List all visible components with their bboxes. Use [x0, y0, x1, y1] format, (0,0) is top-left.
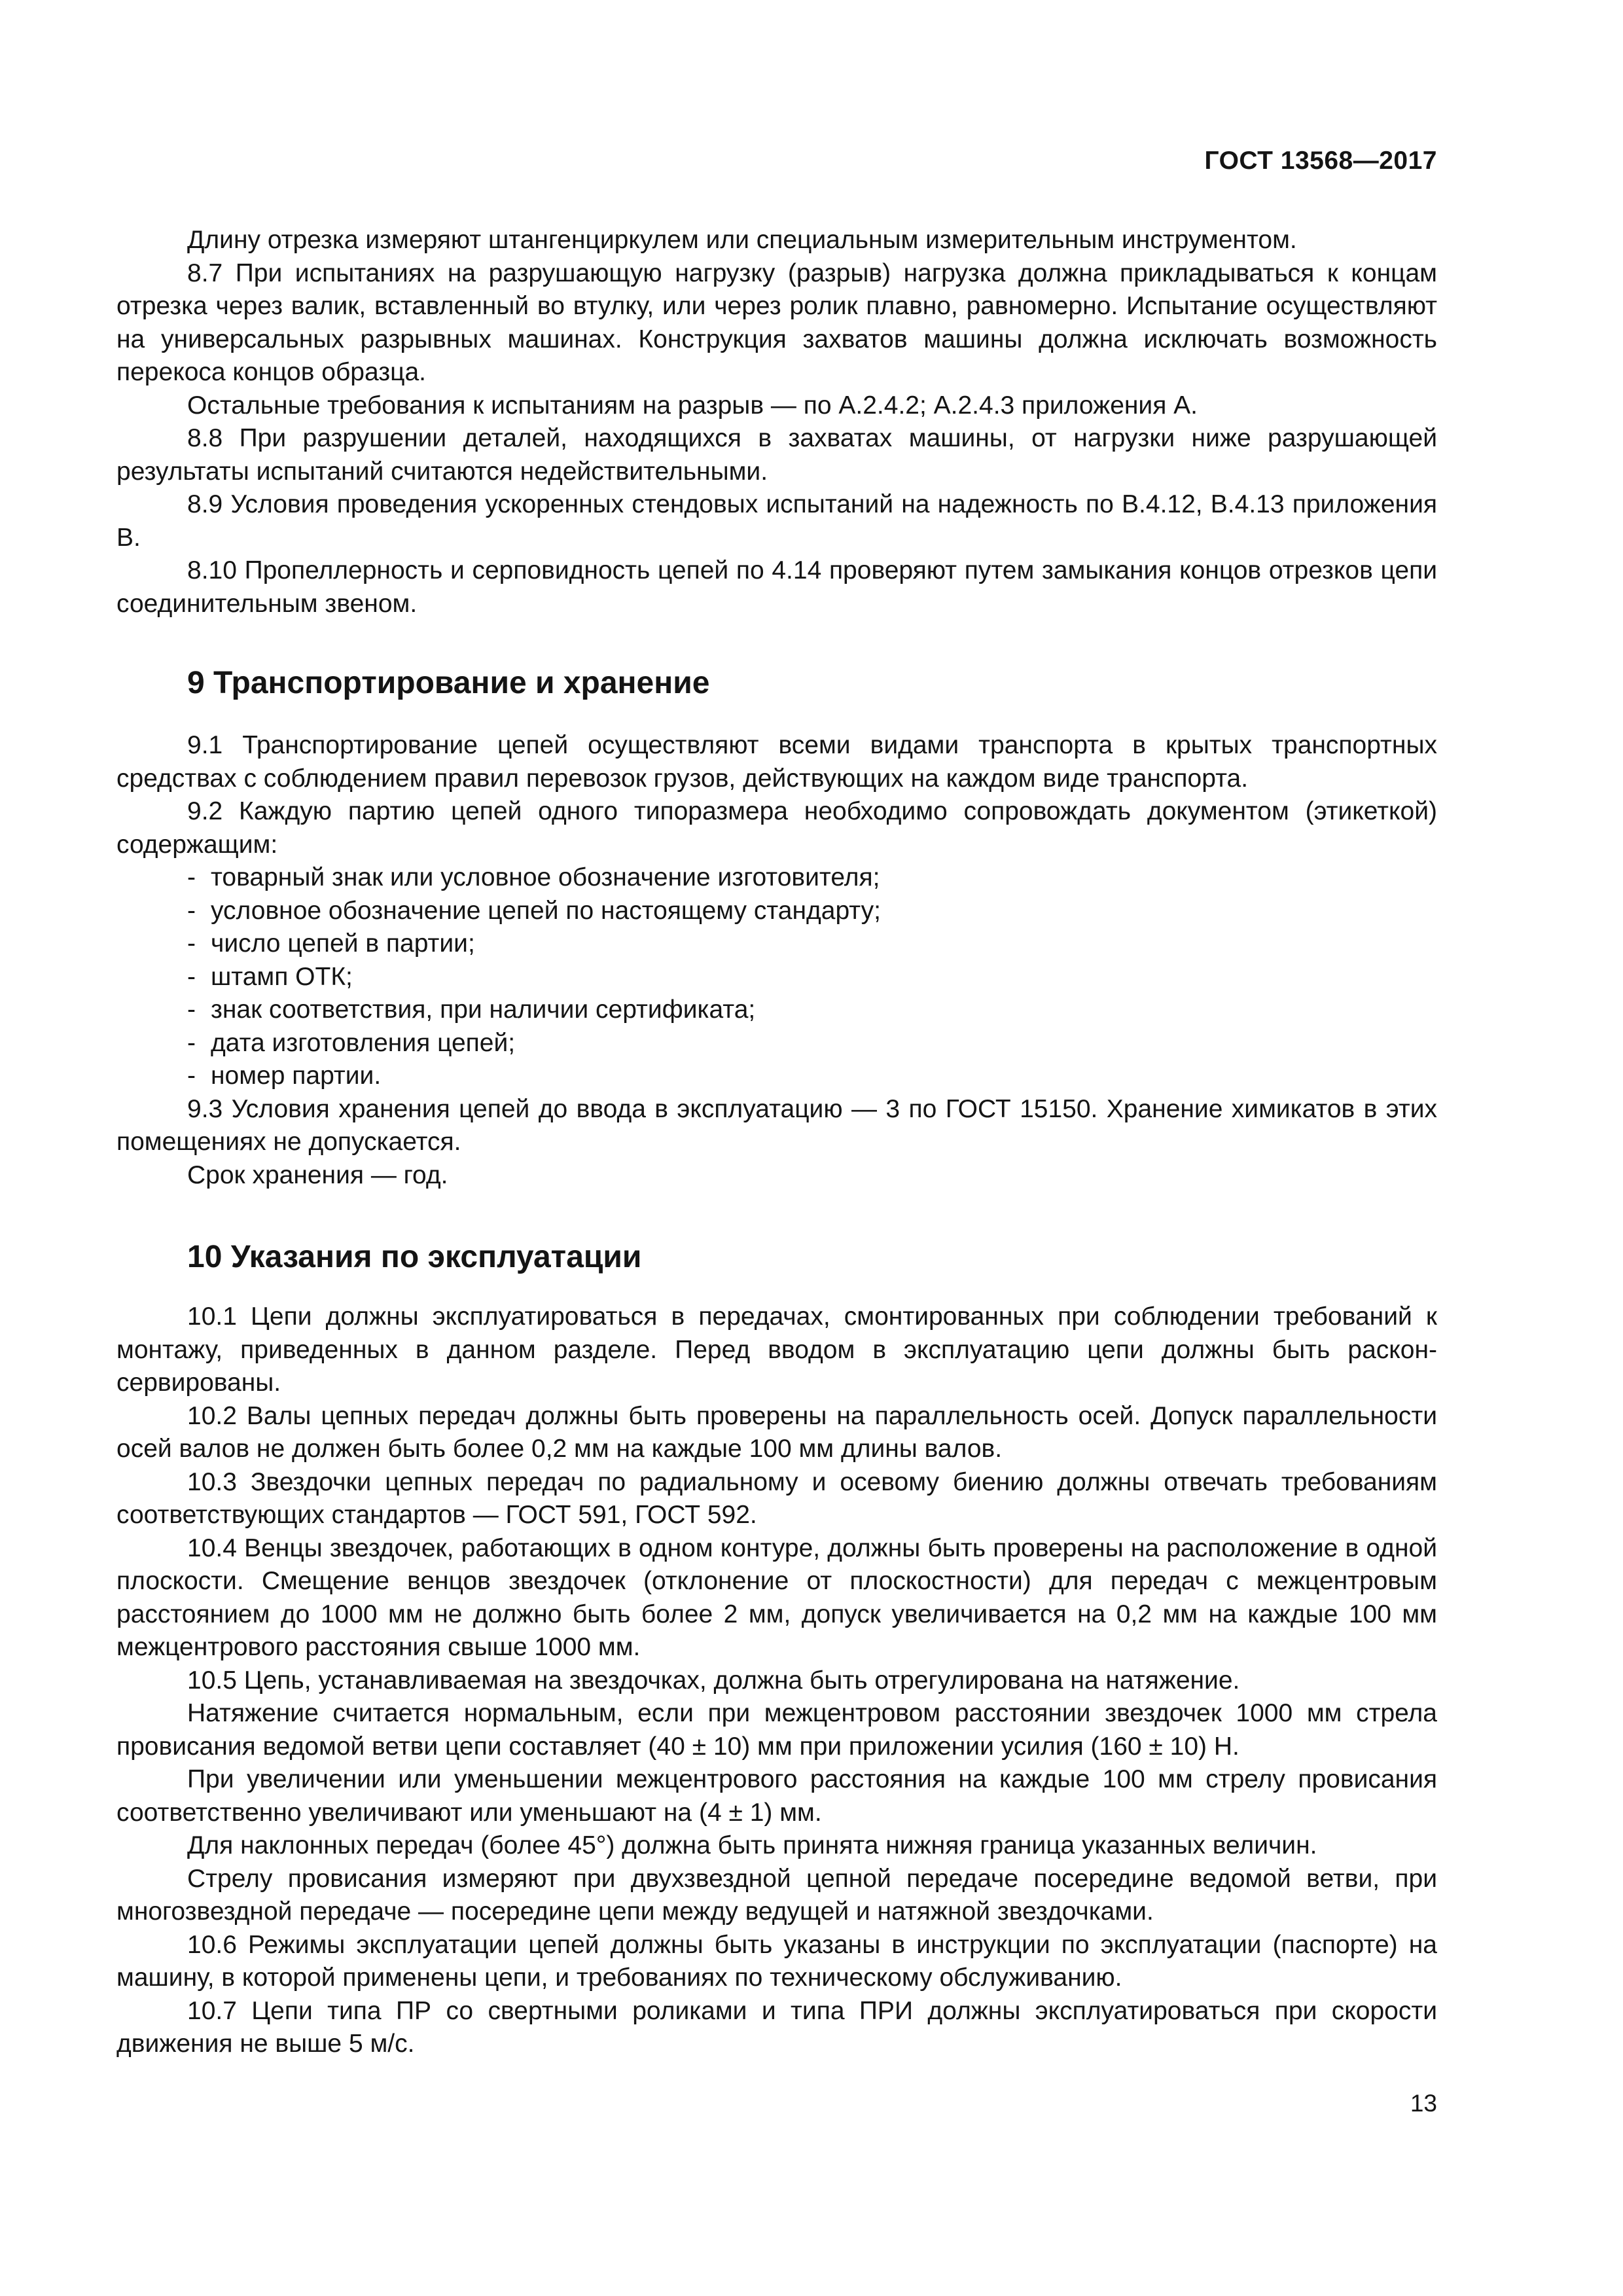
section-9-heading: 9 Транспортирование и хранение — [187, 666, 710, 700]
list-item — [116, 994, 1437, 1027]
list-item — [116, 1027, 1437, 1060]
list-item-text: число цепей в партии; — [211, 929, 475, 958]
label-contents-list — [116, 861, 1437, 1093]
list-dash-marker: - — [187, 996, 196, 1024]
list-item-text: дата изготовления цепей; — [211, 1028, 516, 1057]
list-dash-marker: - — [187, 896, 196, 925]
paragraph-10-2: 10.2 Валы цепных передач должны быть проверены на параллельность осей. Допуск параллельности осей валов не должен быть более 0,2 мм на каждые 100 мм длины валов. — [116, 1401, 1437, 1463]
document-header: ГОСТ 13568—2017 — [1204, 147, 1437, 175]
paragraph-intro-1: Длину отрезка измеряют штангенциркулем или специальным измерительным инструментом. — [187, 226, 1297, 254]
paragraph-10-4: 10.4 Венцы звездочек, работающих в одном контуре, должны быть проверены на расположение в одной плоскости. Смещение венцов звездочек (отклонение от плоскостности) для передач с межцентровым расстоянием до 1000 мм не должно быть более 2 мм, допуск увеличивается на 0,2 мм на каждые 100 мм межцентрового расстояния свыше 1000 мм. — [116, 1534, 1437, 1661]
paragraph-9-3: 9.3 Условия хранения цепей до ввода в эксплуатацию — 3 по ГОСТ 15150. Хранение химикатов в этих помещениях не допускается. — [116, 1094, 1437, 1156]
paragraph-10-3: 10.3 Звездочки цепных передач по радиальному и осевому биению должны отвечать требованиям соответствующих стандартов — ГОСТ 591, ГОСТ 592. — [116, 1467, 1437, 1529]
paragraph-9-3-storage: Срок хранения — год. — [187, 1160, 448, 1189]
paragraph-10-7: 10.7 Цепи типа ПР со свертными роликами и типа ПРИ должны эксплуатироваться при скорости движения не выше 5 м/с. — [116, 1996, 1437, 2058]
paragraph-10-6: 10.6 Режимы эксплуатации цепей должны быть указаны в инструкции по эксплуатации (паспорте) на машину, в которой применены цепи, и требованиях по техническому обслуживанию. — [116, 1930, 1437, 1992]
section-10-heading: 10 Указания по эксплуатации — [187, 1240, 642, 1274]
list-item-text: номер партии. — [211, 1062, 382, 1090]
paragraph-10-5: 10.5 Цепь, устанавливаемая на звездочках, должна быть отрегулирована на натяжение. — [187, 1666, 1240, 1695]
paragraph-8-7: 8.7 При испытаниях на разрушающую нагрузку (разрыв) нагрузка должна прикладываться к концам отрезка через валик, вставленный во втулку, или через ролик плавно, равномерно. Испытание осуществляют на универсальных разрывных машинах. Конструкция захватов машины должна исключать возможность перекоса концов образца. — [116, 259, 1437, 386]
list-item — [116, 861, 1437, 895]
paragraph-8-9: 8.9 Условия проведения ускоренных стендовых испытаний на надежность по В.4.12, В.4.13 приложения В. — [116, 490, 1437, 552]
list-dash-marker: - — [187, 1062, 196, 1090]
list-dash-marker: - — [187, 863, 196, 891]
list-item-text: условное обозначение цепей по настоящему стандарту; — [211, 896, 881, 925]
list-item-text: штамп ОТК; — [211, 962, 353, 991]
paragraph-10-5-measure: Стрелу провисания измеряют при двухзвездной цепной передаче посередине ведомой ветви, при многозвездной передаче — посередине цепи между ведущей и натяжной звездочками. — [116, 1864, 1437, 1926]
list-item-text: знак соответствия, при наличии сертификата; — [211, 996, 756, 1024]
paragraph-10-5-distance: При увеличении или уменьшении межцентрового расстояния на каждые 100 мм стрелу провисания соответственно увеличивают или уменьшают на (4 ± 1) мм. — [116, 1765, 1437, 1827]
list-dash-marker: - — [187, 929, 196, 958]
paragraph-9-1: 9.1 Транспортирование цепей осуществляют всеми видами транспорта в крытых транспортных средствах с соблюдением правил перевозок грузов, действующих на каждом виде транспорта. — [116, 731, 1437, 793]
paragraph-10-1: 10.1 Цепи должны эксплуатироваться в передачах, смонтированных при соблюдении требований к монтажу, приведенных в данном разделе. Перед вводом в эксплуатацию цепи должны быть расконсервированы. — [116, 1302, 1437, 1397]
document-page — [116, 0, 1437, 2296]
list-item — [116, 961, 1437, 994]
list-item-text: товарный знак или условное обозначение изготовителя; — [211, 863, 880, 891]
list-item — [116, 927, 1437, 961]
paragraph-8-8: 8.8 При разрушении деталей, находящихся в захватах машины, от нагрузки ниже разрушающей результаты испытаний считаются недействительными. — [116, 424, 1437, 486]
page-number: 13 — [1410, 2090, 1437, 2117]
list-item — [116, 1060, 1437, 1093]
paragraph-8-10: 8.10 Пропеллерность и серповидность цепей по 4.14 проверяют путем замыкания концов отрезков цепи соединительным звеном. — [116, 556, 1437, 618]
document-body — [116, 224, 1437, 2061]
list-item — [116, 895, 1437, 928]
paragraph-10-5-tension: Натяжение считается нормальным, если при межцентровом расстоянии звездочек 1000 мм стрела провисания ведомой ветви цепи составляет (40 ± 10) мм при приложении усилия (160 ± 10) Н. — [116, 1699, 1437, 1761]
list-dash-marker: - — [187, 962, 196, 991]
paragraph-8-7-rest: Остальные требования к испытаниям на разрыв — по А.2.4.2; А.2.4.3 приложения А. — [187, 391, 1198, 420]
paragraph-10-5-inclined: Для наклонных передач (более 45°) должна быть принята нижняя граница указанных величин. — [187, 1831, 1317, 1859]
list-dash-marker: - — [187, 1028, 196, 1057]
paragraph-9-2: 9.2 Каждую партию цепей одного типоразмера необходимо сопровождать документом (этикеткой) содержащим: — [116, 797, 1437, 859]
